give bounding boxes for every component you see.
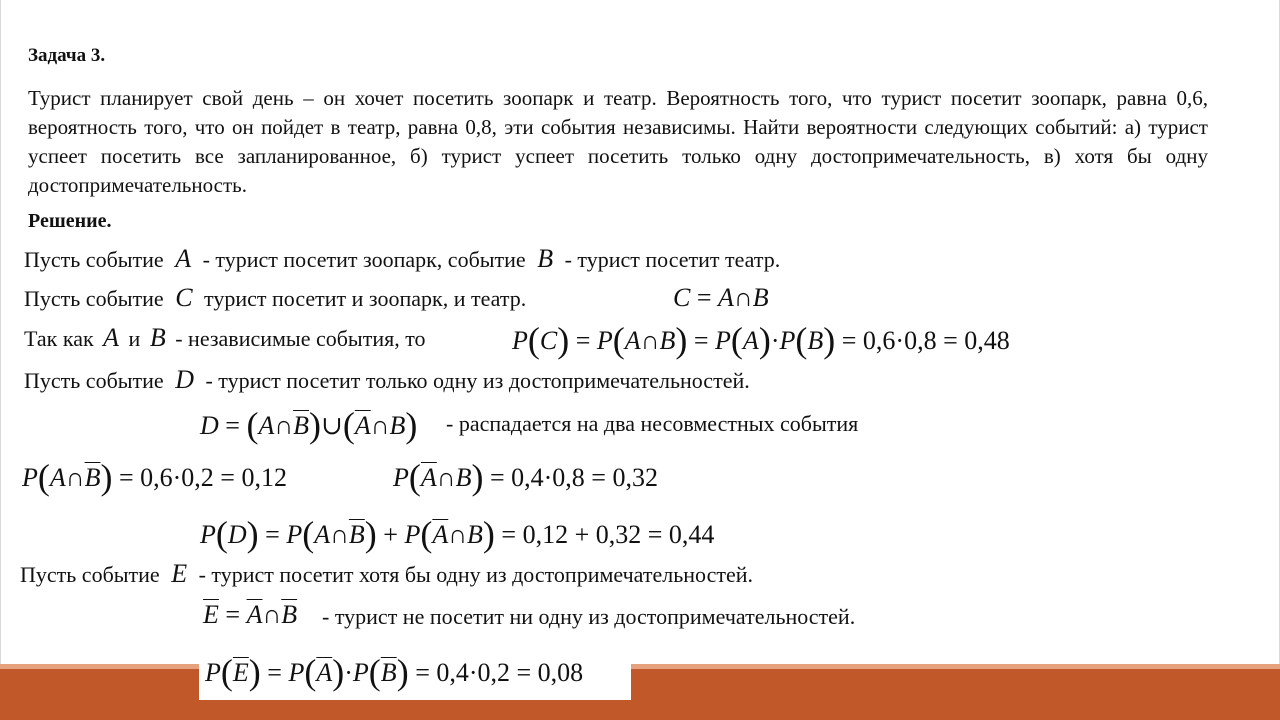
task-title: Задача 3.	[28, 45, 106, 66]
task-statement: Турист планирует свой день – он хочет посетить зоопарк и театр. Вероятность того, что турист посетит зоопарк, равна 0,6, вероятность того, что он пойдет в театр, равна 0,8, эти события независимы. Найти вероятности следующих событий: а) турист успеет посетить все запланированное, б) турист успеет посетить только одну достопримечательность, в) хотя бы одну достопримечательность.	[28, 86, 1208, 197]
bottom-accent-band	[0, 669, 1280, 720]
solution-line-9-note: - турист не посетит ни одну из достопримечательностей.	[322, 604, 856, 629]
solution-line-5-note: - распадается на два несовместных события	[446, 411, 859, 436]
solution-line-1: Пусть событие A - турист посетит зоопарк, событие B - турист посетит театр.	[24, 244, 781, 273]
formula-c-definition: C = A∩B	[673, 283, 769, 312]
solution-line-8: Пусть событие E - турист посетит хотя бы одну из достопримечательностей.	[20, 559, 754, 588]
formula-d-definition: $D = (A\cap\overline{B})\cup(\overline{A}\cap B)$	[200, 405, 418, 445]
formula-p-not-e: $P(\overline{E}) = P(\overline{A})\cdot P(\overline{B}) = 0,4\cdot 0,2 = 0,08$	[205, 652, 584, 692]
solution-line-2: Пусть событие C турист посетит и зоопарк, и театр.	[24, 283, 527, 312]
solution-title: Решение.	[28, 210, 112, 232]
formula-p-nota-b: $P(\overline{A}\cap B) = 0,4\cdot 0,8 = 0,32$	[393, 457, 658, 497]
formula-not-e: $\overline{E}$ = $\overline{A}\cap\overline{B}$	[203, 600, 298, 629]
formula-p-d: $P(D) = P(A\cap\overline{B})$ + $P(\overline{A}\cap B) = 0,12 + 0,32 = 0,44$	[200, 514, 715, 554]
formula-p-a-notb: $P(A\cap\overline{B}) = 0,6\cdot 0,2 = 0,12$	[22, 457, 287, 497]
formula-p-c: P(C) = P(A∩B) = P(A)·P(B) = 0,6·0,8 = 0,48	[512, 320, 1010, 360]
solution-line-4: Пусть событие D - турист посетит только одну из достопримечательностей.	[24, 365, 750, 394]
solution-line-3: Так как A и B - независимые события, то	[24, 323, 426, 352]
